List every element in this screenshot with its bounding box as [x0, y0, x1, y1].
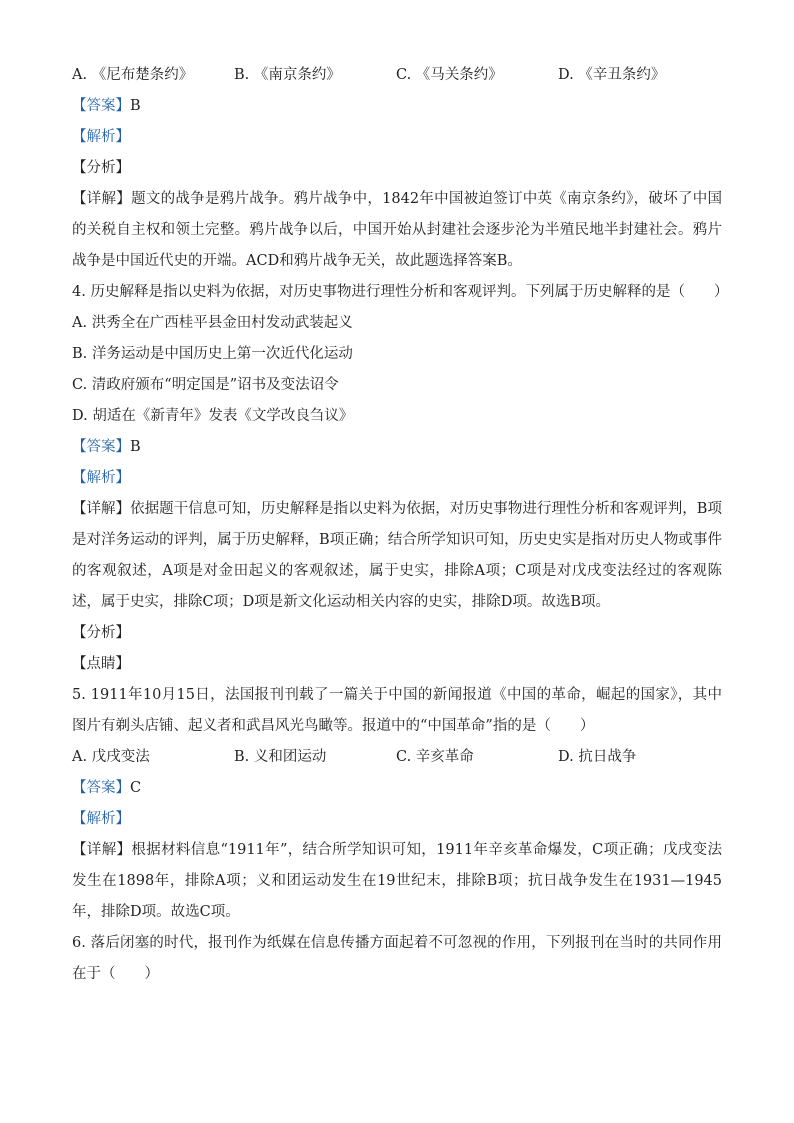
- q3-answer-row: [72, 91, 722, 122]
- q3-answer: B: [130, 98, 141, 114]
- q5-answer-tag: 【答案】: [72, 780, 130, 796]
- q4-fenxi-tag: 【分析】: [72, 625, 130, 641]
- q4-fenxi-row: [72, 618, 722, 649]
- q3-option-b: B. 《南京条约》: [234, 67, 341, 83]
- q4-answer-row: [72, 432, 722, 463]
- q3-fenxi-row: [72, 153, 722, 184]
- q3-analysis-tag: 【解析】: [72, 129, 130, 145]
- q5-answer: C: [130, 780, 142, 796]
- q4-option-a: A. 洪秀全在广西桂平县金田村发动武装起义: [72, 315, 353, 331]
- q4-detail: 依据题干信息可知，历史解释是指以史料为依据，对历史事物进行理性分析和客观评判，B项是对洋务运动的评判，属于历史解释，B项正确；结合所学知识可知，历史史实是指对历史人物或事件的客观叙述，A项是对金田起义的客观叙述，属于史实，排除A项；C项是对戊戌变法经过的客观陈述，属于史实，排除C项；D项是新文化运动相关内容的史实，排除D项。故选B项。: [72, 501, 722, 610]
- q4-option-d: D. 胡适在《新青年》发表《文学改良刍议》: [72, 408, 354, 424]
- q5-option-d: D. 抗日战争: [558, 749, 637, 765]
- q3-detail-row: [72, 184, 722, 277]
- q4-detail-row: [72, 494, 722, 618]
- q3-detail-tag: 【详解】: [72, 191, 132, 207]
- q5-option-b: B. 义和团运动: [234, 749, 327, 765]
- q3-detail: 题文的战争是鸦片战争。鸦片战争中，1842年中国被迫签订中英《南京条约》，破坏了中国的关税自主权和领土完整。鸦片战争以后，中国开始从封建社会逐步沦为半殖民地半封建社会。鸦片战争是中国近代史的开端。ACD和鸦片战争无关，故此题选择答案B。: [72, 191, 723, 269]
- q3-option-c: C. 《马关条约》: [396, 67, 503, 83]
- q5-detail-row: [72, 835, 722, 928]
- q4-dianjing-tag: 【点睛】: [72, 656, 130, 672]
- q3-options: [72, 60, 722, 91]
- q5-analysis-row: [72, 804, 722, 835]
- q4-answer: B: [130, 439, 141, 455]
- q3-analysis-row: [72, 122, 722, 153]
- q4-option-c: C. 清政府颁布“明定国是”诏书及变法诏令: [72, 377, 339, 393]
- q4-detail-tag: 【详解】: [72, 501, 131, 517]
- q5-options: [72, 742, 722, 773]
- q3-option-d: D. 《辛丑条约》: [558, 67, 666, 83]
- q5-detail: 根据材料信息“1911年”，结合所学知识可知，1911年辛亥革命爆发，C项正确；戊戌变法发生在1898年，排除A项；义和团运动发生在19世纪末，排除B项；抗日战争发生在1931—1945年，排除D项。故选C项。: [72, 842, 722, 920]
- q4-answer-tag: 【答案】: [72, 439, 130, 455]
- q5-stem: 5. 1911年10月15日，法国报刊刊载了一篇关于中国的新闻报道《中国的革命，崛起的国家》，其中图片有剃头店铺、起义者和武昌风光鸟瞰等。报道中的“中国革命”指的是（ ）: [72, 687, 722, 734]
- q5-option-c: C. 辛亥革命: [396, 749, 474, 765]
- q4-stem: 4. 历史解释是指以史料为依据，对历史事物进行理性分析和客观评判。下列属于历史解释的是（ ）: [72, 284, 729, 300]
- q3-fenxi-tag: 【分析】: [72, 160, 130, 176]
- q4-analysis-row: [72, 463, 722, 494]
- q4-analysis-tag: 【解析】: [72, 470, 130, 486]
- q4-dianjing-row: [72, 649, 722, 680]
- q6-stem: 6. 落后闭塞的时代，报刊作为纸媒在信息传播方面起着不可忽视的作用，下列报刊在当时的共同作用在于（ ）: [72, 935, 722, 982]
- document-page: [72, 60, 729, 990]
- q5-detail-tag: 【详解】: [72, 842, 132, 858]
- q3-answer-tag: 【答案】: [72, 98, 130, 114]
- q5-answer-row: [72, 773, 722, 804]
- q3-option-a: A. 《尼布楚条约》: [72, 67, 194, 83]
- q5-option-a: A. 戊戌变法: [72, 749, 150, 765]
- q4-option-b: B. 洋务运动是中国历史上第一次近代化运动: [72, 346, 353, 362]
- q5-analysis-tag: 【解析】: [72, 811, 130, 827]
